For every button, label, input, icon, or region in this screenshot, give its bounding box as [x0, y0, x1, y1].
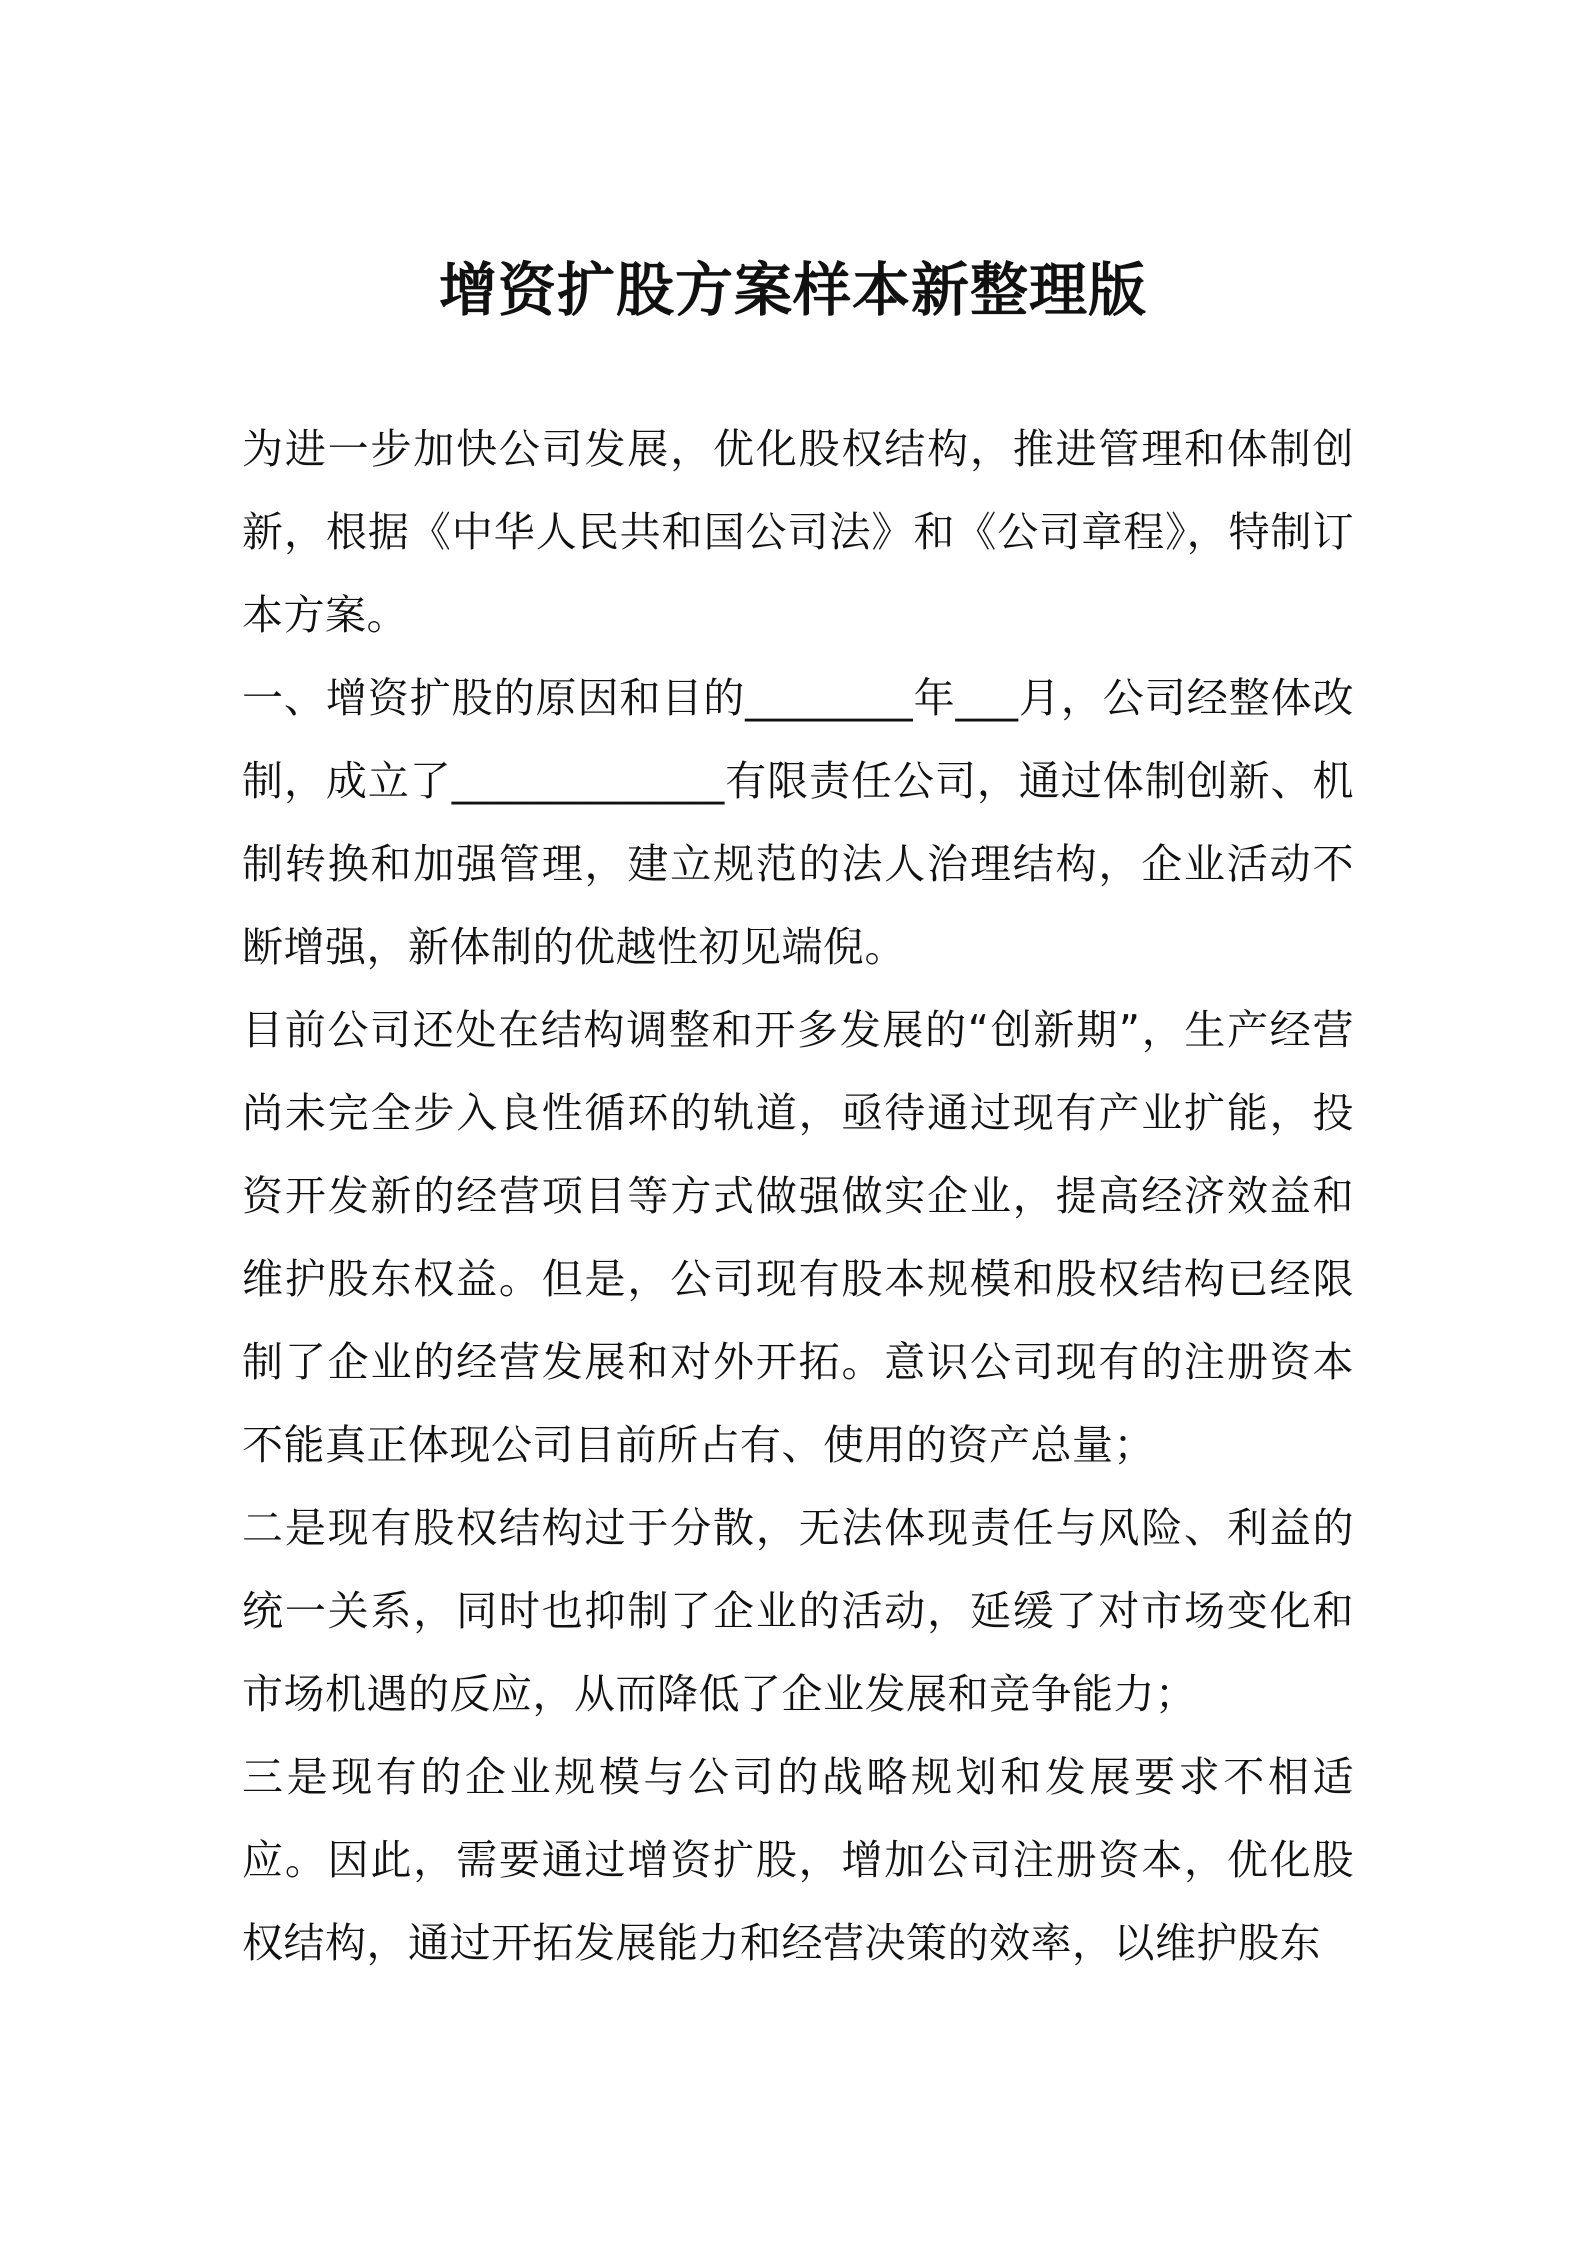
document-title: 增资扩股方案样本新整理版 [438, 256, 1147, 324]
paragraph-current-situation: 目前公司还处在结构调整和开多发展的“创新期”，生产经营尚未完全步入良性循环的轨道，亟待通过现有产业扩能，投资开发新的经营项目等方式做强做实企业，提高经济效益和维护股东权益。但是，公司现有股本规模和股权结构已经限制了企业的经营发展和对外开拓。意识公司现有的注册资本不能真正体现公司目前所占有、使用的资产总量； [242, 1006, 1354, 1469]
paragraph-section-one: 一、增资扩股的原因和目的________年___月，公司经整体改制，成立了_____________有限责任公司，通过体制创新、机制转换和加强管理，建立规范的法人治理结构，企业活动不断增强，新体制的优越性初见端倪。 [242, 674, 1354, 971]
paragraph-intro: 为进一步加快公司发展，优化股权结构，推进管理和体制创新，根据《中华人民共和国公司法》和《公司章程》，特制订本方案。 [242, 425, 1354, 639]
document-body [242, 408, 1354, 1985]
paragraph-point-two: 二是现有股权结构过于分散，无法体现责任与风险、利益的统一关系，同时也抑制了企业的活动，延缓了对市场变化和市场机遇的反应，从而降低了企业发展和竞争能力； [242, 1504, 1354, 1718]
paragraph-point-three: 三是现有的企业规模与公司的战略规划和发展要求不相适应。因此，需要通过增资扩股，增加公司注册资本，优化股权结构，通过开拓发展能力和经营决策的效率，以维护股东 [242, 1753, 1354, 1967]
